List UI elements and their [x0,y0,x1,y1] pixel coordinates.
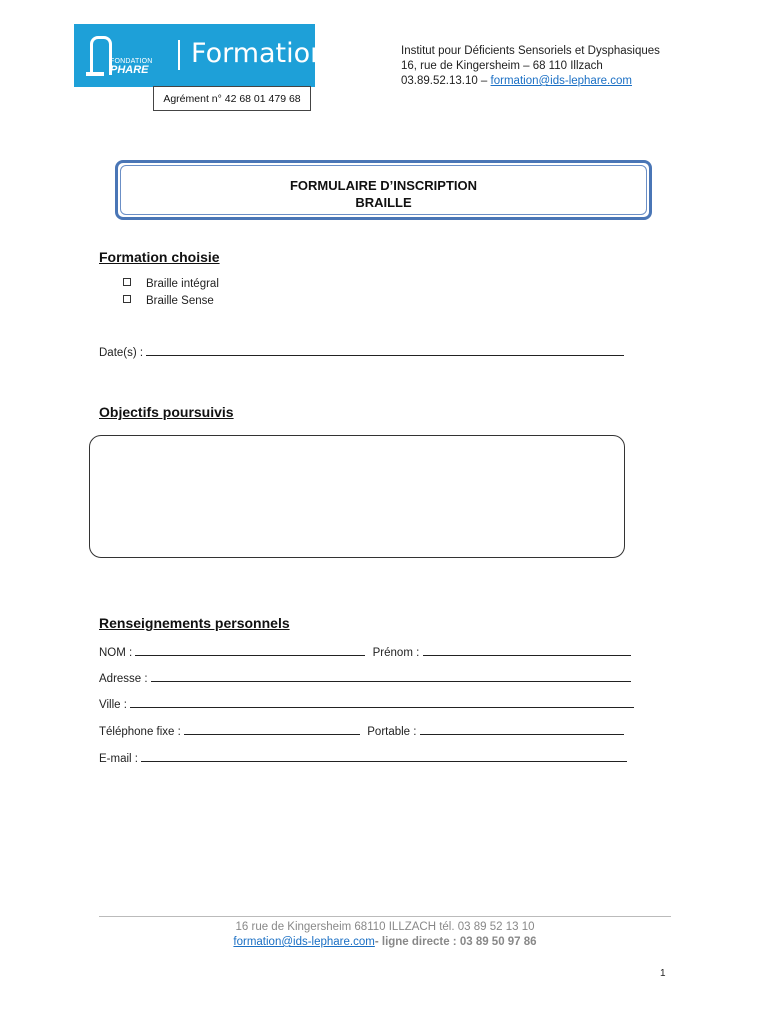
logo-divider [178,40,180,70]
checkbox-icon[interactable] [123,278,131,286]
form-title-inner [120,165,647,215]
footer-email-link[interactable]: formation@ids-lephare.com [233,936,375,948]
footer-divider [99,916,671,917]
portable-field[interactable] [420,723,624,735]
form-title-line2: BRAILLE [355,195,412,210]
dates-label: Date(s) : [99,347,144,359]
formation-logo [74,24,328,87]
dates-field[interactable] [146,344,624,356]
institute-name: Institut pour Déficients Sensoriels et Dysphasiques [401,45,660,57]
logo-org-top: FONDATION [110,58,153,65]
ville-row [99,696,634,711]
nom-field[interactable] [135,644,365,656]
institute-email-link[interactable]: formation@ids-lephare.com [490,75,632,87]
email-row [99,750,627,765]
institute-phone-email [401,74,660,89]
logo-brand-text: Formation [191,38,328,69]
institute-phone: 03.89.52.13.10 – [401,75,488,87]
name-row [99,644,631,659]
footer-contact [99,935,671,950]
formation-heading: Formation choisie [99,249,220,265]
option-label: Braille Sense [146,295,214,307]
agrement-box: Agrément n° 42 68 01 479 68 [153,86,311,111]
objectifs-heading: Objectifs poursuivis [99,404,234,420]
prenom-field[interactable] [423,644,631,656]
portable-label: Portable : [367,726,417,738]
form-title-line1: FORMULAIRE D’INSCRIPTION [289,178,478,193]
personal-heading: Renseignements personnels [99,615,290,631]
phone-row [99,723,624,738]
nom-label: NOM : [99,647,133,659]
adresse-row [99,670,631,685]
email-field[interactable] [141,750,627,762]
institute-address: 16, rue de Kingersheim – 68 110 Illzach [401,60,603,72]
adresse-label: Adresse : [99,673,148,685]
email-label: E-mail : [99,753,138,765]
option-row-braille-sense[interactable] [123,295,214,307]
form-title-box [115,160,652,220]
tel-field[interactable] [184,723,360,735]
page-number: 1 [660,968,666,979]
prenom-label: Prénom : [372,647,420,659]
option-label: Braille intégral [146,278,219,290]
footer [99,920,671,950]
option-row-braille-integral[interactable] [123,278,219,290]
footer-direct-line: - ligne directe : 03 89 50 97 86 [374,936,537,948]
institute-contact [401,44,660,89]
adresse-field[interactable] [151,670,631,682]
phare-lighthouse-base [86,72,104,76]
tel-label: Téléphone fixe : [99,726,181,738]
objectifs-textbox[interactable] [89,435,625,558]
phare-lighthouse-icon [90,36,112,75]
checkbox-icon[interactable] [123,295,131,303]
footer-address: 16 rue de Kingersheim 68110 ILLZACH tél. 03 89 52 13 10 [235,921,535,933]
ville-label: Ville : [99,699,127,711]
logo-org-bottom: PHARE [110,64,149,76]
ville-field[interactable] [130,696,634,708]
dates-row [99,344,624,359]
